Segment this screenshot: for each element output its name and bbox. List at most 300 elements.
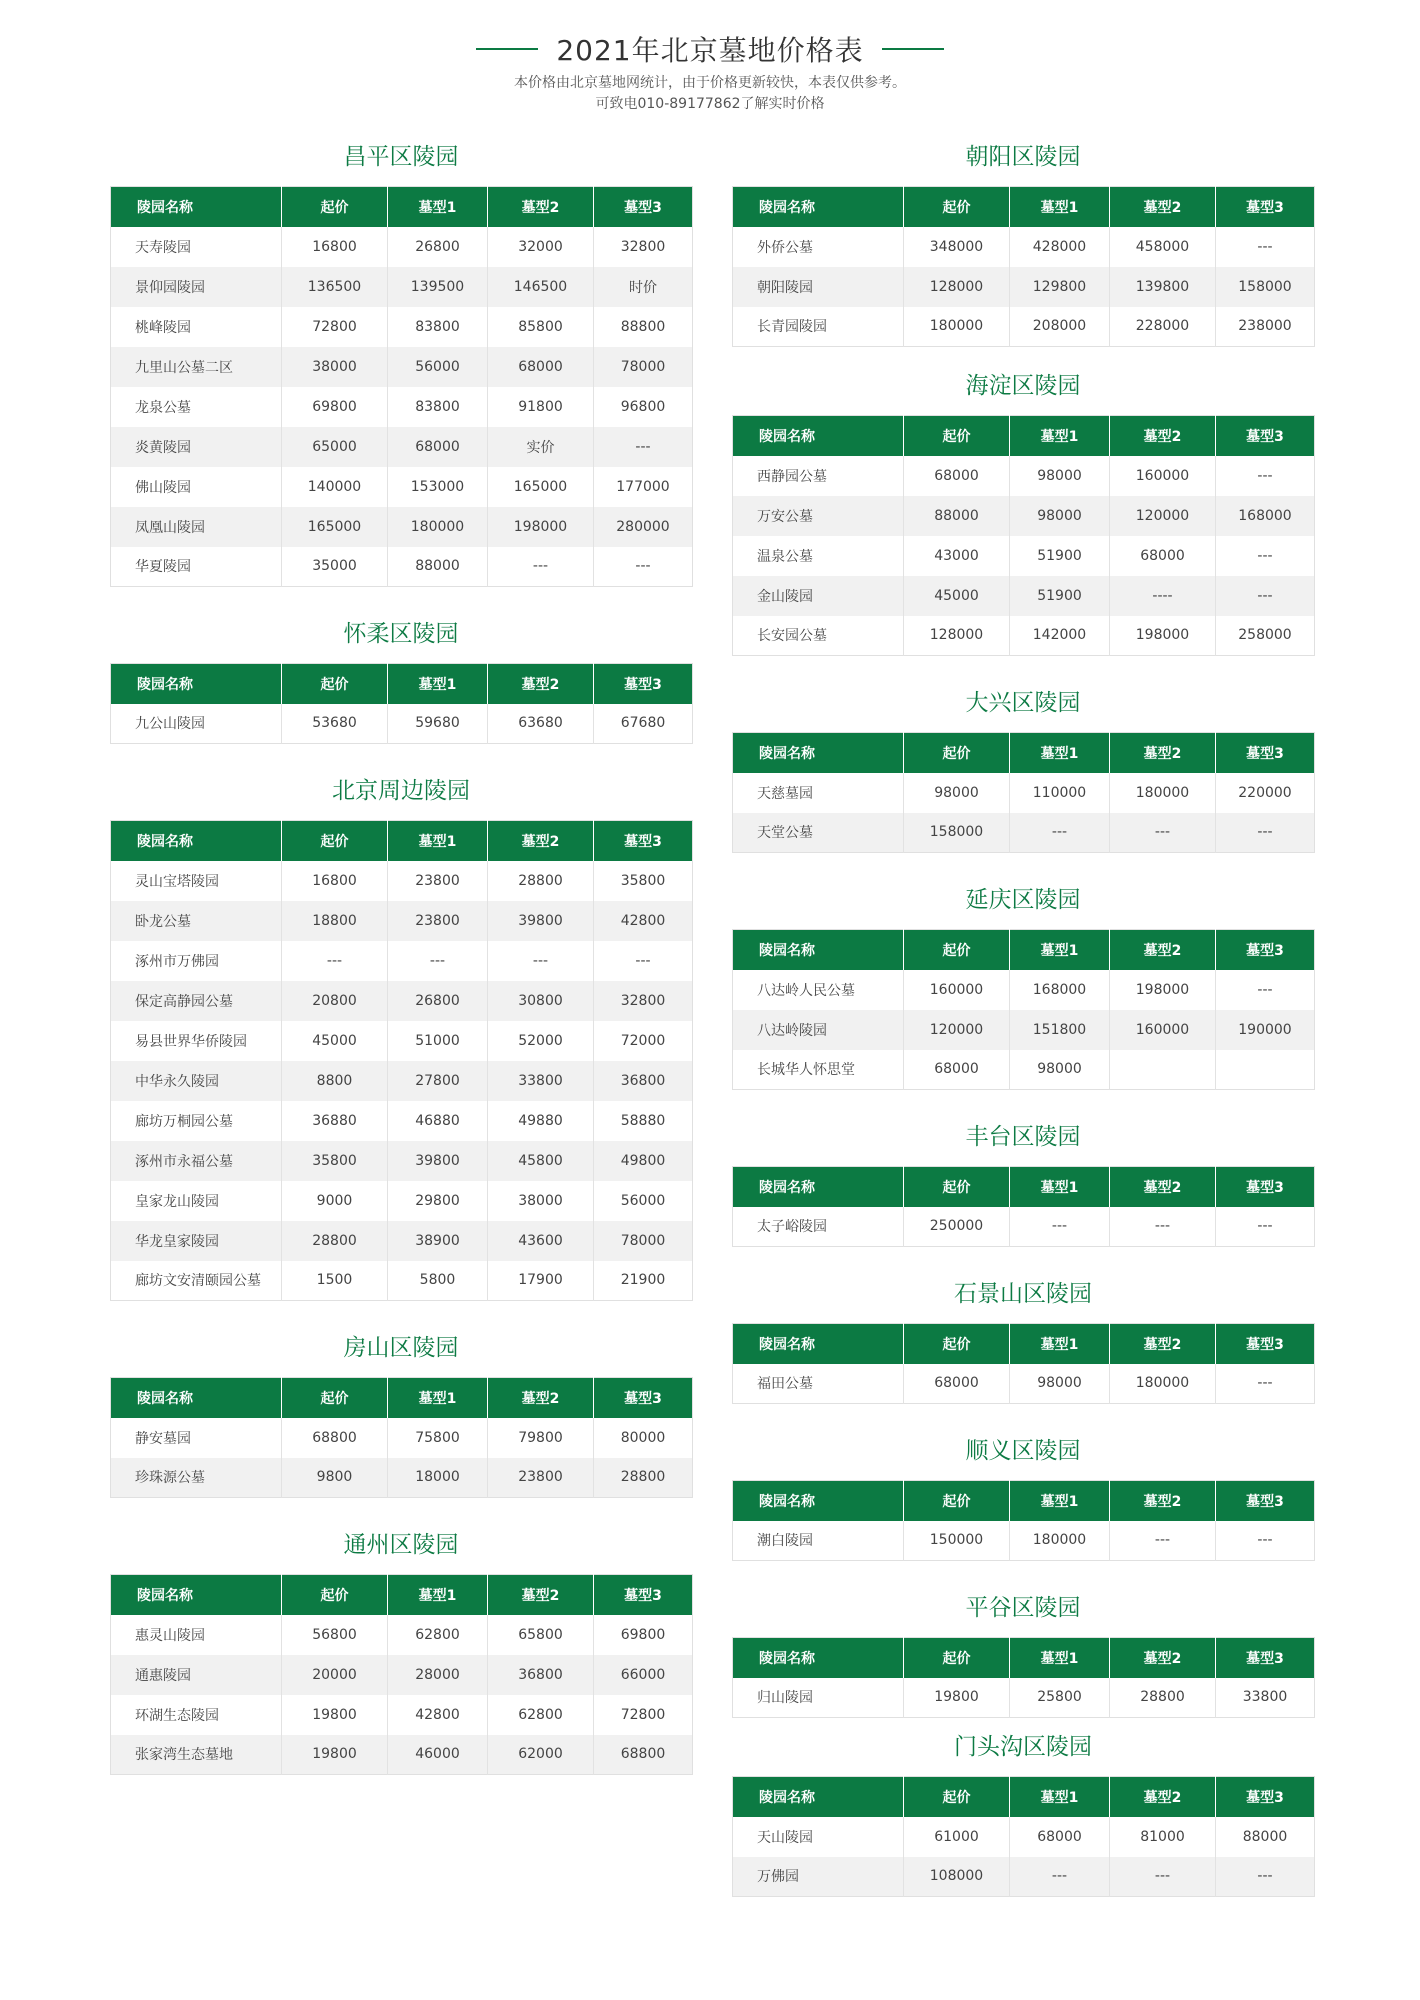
cemetery-name-cell: 张家湾生态墓地 [111,1735,282,1775]
price-cell: 110000 [1010,773,1110,813]
price-cell: 68000 [904,456,1010,496]
price-cell: 68000 [904,1364,1010,1404]
subtitle-line-2: 可致电010-89177862了解实时价格 [595,96,825,112]
left-column [110,140,692,1775]
section-spacer [732,720,1314,732]
section-fangshan [110,1331,692,1498]
cemetery-name-cell: 易县世界华侨陵园 [111,1021,282,1061]
table-row [111,1615,693,1655]
price-cell: --- [1110,1857,1216,1897]
section-pinggu [732,1591,1314,1718]
cemetery-name-cell: 八达岭人民公墓 [733,970,904,1010]
cemetery-name-cell: 凤凰山陵园 [111,507,282,547]
column-header: 陵园名称 [733,187,904,227]
column-header: 起价 [904,733,1010,773]
section-title-huairou: 怀柔区陵园 [343,621,459,647]
price-cell: 39800 [488,901,594,941]
column-header: 陵园名称 [733,1167,904,1207]
price-table-mentougou [732,1776,1315,1897]
price-cell: 65800 [488,1615,594,1655]
price-cell: --- [1216,1364,1315,1404]
cemetery-name-cell: 皇家龙山陵园 [111,1181,282,1221]
section-changping [110,140,692,587]
column-header: 起价 [282,1575,388,1615]
price-cell: 153000 [388,467,488,507]
table-header-row [111,821,693,861]
section-spacer [110,174,692,186]
price-cell: 19800 [904,1678,1010,1718]
table-row [111,1181,693,1221]
price-cell: --- [488,941,594,981]
section-title-pinggu: 平谷区陵园 [965,1595,1081,1621]
price-cell: 139500 [388,267,488,307]
price-cell: 19800 [282,1695,388,1735]
cemetery-name-cell: 景仰园陵园 [111,267,282,307]
price-cell: 160000 [1110,1010,1216,1050]
table-row [733,1678,1315,1718]
price-cell: 61000 [904,1817,1010,1857]
table-header-row [111,1378,693,1418]
price-cell: 129800 [1010,267,1110,307]
cemetery-name-cell: 炎黄陵园 [111,427,282,467]
cemetery-name-cell: 温泉公墓 [733,536,904,576]
price-cell: --- [282,941,388,981]
price-cell: 36800 [488,1655,594,1695]
cemetery-name-cell: 廊坊文安清颐园公墓 [111,1261,282,1301]
column-header: 墓型1 [1010,416,1110,456]
price-cell: 160000 [1110,456,1216,496]
column-header: 陵园名称 [111,1575,282,1615]
price-cell: 23800 [488,1458,594,1498]
column-header: 墓型3 [1216,1638,1315,1678]
table-row [111,1221,693,1261]
table-row [733,970,1315,1010]
price-table-daxing [732,732,1315,853]
price-cell: --- [1216,1521,1315,1561]
column-header: 墓型3 [1216,733,1315,773]
price-cell: 150000 [904,1521,1010,1561]
price-cell: 35800 [282,1141,388,1181]
price-cell: 88000 [904,496,1010,536]
price-cell: 458000 [1110,227,1216,267]
price-cell: 45800 [488,1141,594,1181]
column-header: 墓型3 [1216,416,1315,456]
column-header: 墓型2 [1110,930,1216,970]
price-cell: 28800 [488,861,594,901]
table-row [733,1521,1315,1561]
section-spacer [732,1764,1314,1776]
price-cell: 75800 [388,1418,488,1458]
table-header-row [733,416,1315,456]
section-spacer [732,1625,1314,1637]
cemetery-name-cell: 中华永久陵园 [111,1061,282,1101]
column-header: 墓型1 [388,1378,488,1418]
price-cell: 53680 [282,704,388,744]
column-header: 陵园名称 [733,930,904,970]
price-table-tongzhou [110,1574,693,1775]
price-cell: --- [1110,813,1216,853]
price-cell: --- [1010,1207,1110,1247]
table-row [111,227,693,267]
price-cell: 30800 [488,981,594,1021]
price-cell: 146500 [488,267,594,307]
column-header: 墓型1 [1010,1481,1110,1521]
price-cell: 198000 [1110,970,1216,1010]
table-row [111,307,693,347]
cemetery-name-cell: 涿州市万佛园 [111,941,282,981]
price-cell: 59680 [388,704,488,744]
table-row [111,941,693,981]
price-cell: 17900 [488,1261,594,1301]
price-cell: --- [1110,1521,1216,1561]
price-cell: 120000 [904,1010,1010,1050]
price-cell: 180000 [1010,1521,1110,1561]
column-header: 陵园名称 [733,1638,904,1678]
table-row [111,1261,693,1301]
column-header: 墓型1 [388,664,488,704]
table-row [733,456,1315,496]
price-cell: 68000 [904,1050,1010,1090]
column-header: 墓型2 [1110,416,1216,456]
price-cell: 56800 [282,1615,388,1655]
cemetery-name-cell: 华夏陵园 [111,547,282,587]
table-header-row [733,1167,1315,1207]
column-header: 墓型2 [488,1378,594,1418]
column-header: 陵园名称 [111,1378,282,1418]
table-row [733,1857,1315,1897]
section-title-fengtai: 丰台区陵园 [965,1124,1081,1150]
price-cell: 45000 [282,1021,388,1061]
table-row [111,467,693,507]
price-cell: 32000 [488,227,594,267]
price-cell: 165000 [488,467,594,507]
table-row [111,1021,693,1061]
column-header: 墓型3 [594,1575,693,1615]
section-title-chaoyang: 朝阳区陵园 [965,144,1081,170]
price-cell: 348000 [904,227,1010,267]
table-header-row [733,187,1315,227]
column-header: 起价 [904,930,1010,970]
price-cell: 8800 [282,1061,388,1101]
price-cell: --- [1110,1207,1216,1247]
column-header: 墓型2 [1110,1481,1216,1521]
price-cell: 43000 [904,536,1010,576]
column-header: 起价 [904,1167,1010,1207]
price-cell: 198000 [488,507,594,547]
price-cell: 5800 [388,1261,488,1301]
price-cell: 62000 [488,1735,594,1775]
price-cell: 42800 [388,1695,488,1735]
price-cell: 63680 [488,704,594,744]
section-title-haidian: 海淀区陵园 [965,373,1081,399]
table-row [111,387,693,427]
price-cell: 16800 [282,861,388,901]
price-cell: 83800 [388,387,488,427]
price-cell: 25800 [1010,1678,1110,1718]
table-row [733,1207,1315,1247]
section-yanqing [732,883,1314,1090]
section-spacer [732,917,1314,929]
table-row [111,1655,693,1695]
table-row [733,616,1315,656]
price-cell: 28800 [282,1221,388,1261]
price-cell: 35000 [282,547,388,587]
price-cell: 68000 [488,347,594,387]
price-cell: 280000 [594,507,693,547]
price-cell: --- [1216,227,1315,267]
price-cell: 9000 [282,1181,388,1221]
section-tongzhou [110,1528,692,1775]
price-cell: --- [594,427,693,467]
table-header-row [111,1575,693,1615]
title-decor-line-right [882,48,944,50]
price-cell: --- [1216,456,1315,496]
column-header: 起价 [282,187,388,227]
price-cell: 68800 [282,1418,388,1458]
price-cell: 26800 [388,981,488,1021]
price-cell: --- [594,941,693,981]
price-cell: --- [1216,813,1315,853]
price-cell: 23800 [388,901,488,941]
price-cell: 228000 [1110,307,1216,347]
table-header-row [111,664,693,704]
cemetery-name-cell: 九里山公墓二区 [111,347,282,387]
column-header: 墓型1 [1010,733,1110,773]
cemetery-name-cell: 长城华人怀思堂 [733,1050,904,1090]
price-cell: 96800 [594,387,693,427]
price-cell: 38000 [488,1181,594,1221]
price-cell: 62800 [488,1695,594,1735]
price-cell: 21900 [594,1261,693,1301]
price-cell: 177000 [594,467,693,507]
price-cell: 88800 [594,307,693,347]
column-header: 墓型1 [388,187,488,227]
table-row [111,1141,693,1181]
price-cell: 46000 [388,1735,488,1775]
price-cell: 51900 [1010,536,1110,576]
price-cell: 428000 [1010,227,1110,267]
price-cell: 120000 [1110,496,1216,536]
section-haidian [732,369,1314,656]
column-header: 起价 [904,416,1010,456]
price-cell: 128000 [904,616,1010,656]
cemetery-name-cell: 八达岭陵园 [733,1010,904,1050]
column-header: 墓型3 [594,187,693,227]
price-cell: 33800 [1216,1678,1315,1718]
price-cell: 180000 [904,307,1010,347]
price-cell: 108000 [904,1857,1010,1897]
page-header [0,26,1420,114]
price-cell: 23800 [388,861,488,901]
price-cell: 158000 [1216,267,1315,307]
table-row [733,227,1315,267]
price-cell: 168000 [1216,496,1315,536]
price-cell: 180000 [388,507,488,547]
table-row [733,1050,1315,1090]
price-cell: 38000 [282,347,388,387]
column-header: 墓型3 [594,821,693,861]
section-title-daxing: 大兴区陵园 [965,690,1081,716]
column-header: 陵园名称 [111,187,282,227]
price-cell: 56000 [594,1181,693,1221]
table-row [111,1695,693,1735]
cemetery-name-cell: 福田公墓 [733,1364,904,1404]
price-cell: 78000 [594,1221,693,1261]
price-cell: 26800 [388,227,488,267]
column-header: 墓型3 [1216,1481,1315,1521]
column-header: 陵园名称 [733,416,904,456]
price-cell: 136500 [282,267,388,307]
price-cell: 220000 [1216,773,1315,813]
price-table-shunyi [732,1480,1315,1561]
price-cell: 238000 [1216,307,1315,347]
title-row [0,26,1420,72]
price-cell: 46880 [388,1101,488,1141]
price-cell: 56000 [388,347,488,387]
section-spacer [732,403,1314,415]
column-header: 墓型1 [1010,187,1110,227]
column-header: 陵园名称 [733,1324,904,1364]
price-cell [1216,1050,1315,1090]
price-cell: 72800 [594,1695,693,1735]
section-mentougou [732,1730,1314,1897]
price-table-haidian [732,415,1315,656]
cemetery-name-cell: 保定高静园公墓 [111,981,282,1021]
cemetery-name-cell: 卧龙公墓 [111,901,282,941]
table-header-row [733,1777,1315,1817]
price-cell: 88000 [388,547,488,587]
column-header: 墓型2 [488,664,594,704]
column-header: 墓型2 [1110,1777,1216,1817]
section-fengtai [732,1120,1314,1247]
table-row [111,427,693,467]
cemetery-name-cell: 天寿陵园 [111,227,282,267]
price-cell: 258000 [1216,616,1315,656]
price-cell: 83800 [388,307,488,347]
column-header: 墓型1 [1010,930,1110,970]
table-header-row [733,1481,1315,1521]
column-header: 墓型2 [1110,1324,1216,1364]
price-cell: 168000 [1010,970,1110,1010]
table-header-row [733,1324,1315,1364]
price-cell: 29800 [388,1181,488,1221]
price-table-zhoubian [110,820,693,1301]
section-title-shunyi: 顺义区陵园 [965,1438,1081,1464]
cemetery-name-cell: 长安园公墓 [733,616,904,656]
price-cell: 160000 [904,970,1010,1010]
section-spacer [110,1562,692,1574]
table-row [111,1418,693,1458]
table-row [111,547,693,587]
section-spacer [732,1154,1314,1166]
price-cell: 68000 [1110,536,1216,576]
price-cell: 98000 [1010,1364,1110,1404]
column-header: 墓型3 [1216,1167,1315,1207]
price-cell: 180000 [1110,773,1216,813]
price-cell: 36880 [282,1101,388,1141]
section-huairou [110,617,692,744]
price-cell: 88000 [1216,1817,1315,1857]
section-shijingshan [732,1277,1314,1404]
price-cell: 实价 [488,427,594,467]
table-row [111,1458,693,1498]
price-cell: 18800 [282,901,388,941]
price-cell: --- [1216,970,1315,1010]
column-header: 陵园名称 [733,1481,904,1521]
price-cell: 81000 [1110,1817,1216,1857]
column-header: 陵园名称 [733,1777,904,1817]
section-title-shijingshan: 石景山区陵园 [954,1281,1092,1307]
price-cell: 68800 [594,1735,693,1775]
table-row [733,536,1315,576]
price-cell: 9800 [282,1458,388,1498]
column-header: 起价 [904,1324,1010,1364]
price-cell: 18000 [388,1458,488,1498]
subtitle-line-1: 本价格由北京墓地网统计，由于价格更新较快，本表仅供参考。 [514,75,906,91]
table-header-row [733,733,1315,773]
column-header: 墓型3 [1216,187,1315,227]
column-header: 陵园名称 [733,733,904,773]
column-header: 起价 [282,1378,388,1418]
table-row [111,704,693,744]
section-shunyi [732,1434,1314,1561]
price-cell [1110,1050,1216,1090]
section-spacer [110,1365,692,1377]
price-cell: 28800 [594,1458,693,1498]
price-cell: 68000 [388,427,488,467]
cemetery-name-cell: 佛山陵园 [111,467,282,507]
price-cell: --- [594,547,693,587]
section-spacer [732,1311,1314,1323]
price-cell: 20000 [282,1655,388,1695]
price-cell: 49800 [594,1141,693,1181]
section-zhoubian [110,774,692,1301]
table-row [111,901,693,941]
price-cell: 27800 [388,1061,488,1101]
price-cell: --- [488,547,594,587]
price-table-huairou [110,663,693,744]
column-header: 墓型2 [488,187,594,227]
cemetery-name-cell: 环湖生态陵园 [111,1695,282,1735]
price-cell: --- [1216,1857,1315,1897]
price-cell: 35800 [594,861,693,901]
price-cell: 128000 [904,267,1010,307]
price-cell: 72000 [594,1021,693,1061]
price-cell: --- [1216,536,1315,576]
price-cell: 52000 [488,1021,594,1061]
column-header: 起价 [904,1481,1010,1521]
column-header: 起价 [904,1777,1010,1817]
cemetery-name-cell: 华龙皇家陵园 [111,1221,282,1261]
column-header: 墓型2 [488,1575,594,1615]
price-cell: 158000 [904,813,1010,853]
section-daxing [732,686,1314,853]
table-header-row [733,1638,1315,1678]
price-cell: --- [388,941,488,981]
column-header: 墓型1 [1010,1324,1110,1364]
price-cell: 20800 [282,981,388,1021]
cemetery-name-cell: 灵山宝塔陵园 [111,861,282,901]
price-cell: 190000 [1216,1010,1315,1050]
section-title-changping: 昌平区陵园 [343,144,459,170]
column-header: 陵园名称 [111,664,282,704]
cemetery-name-cell: 桃峰陵园 [111,307,282,347]
cemetery-name-cell: 廊坊万桐园公墓 [111,1101,282,1141]
column-header: 墓型3 [1216,930,1315,970]
column-header: 墓型1 [1010,1167,1110,1207]
price-cell: 165000 [282,507,388,547]
column-header: 陵园名称 [111,821,282,861]
